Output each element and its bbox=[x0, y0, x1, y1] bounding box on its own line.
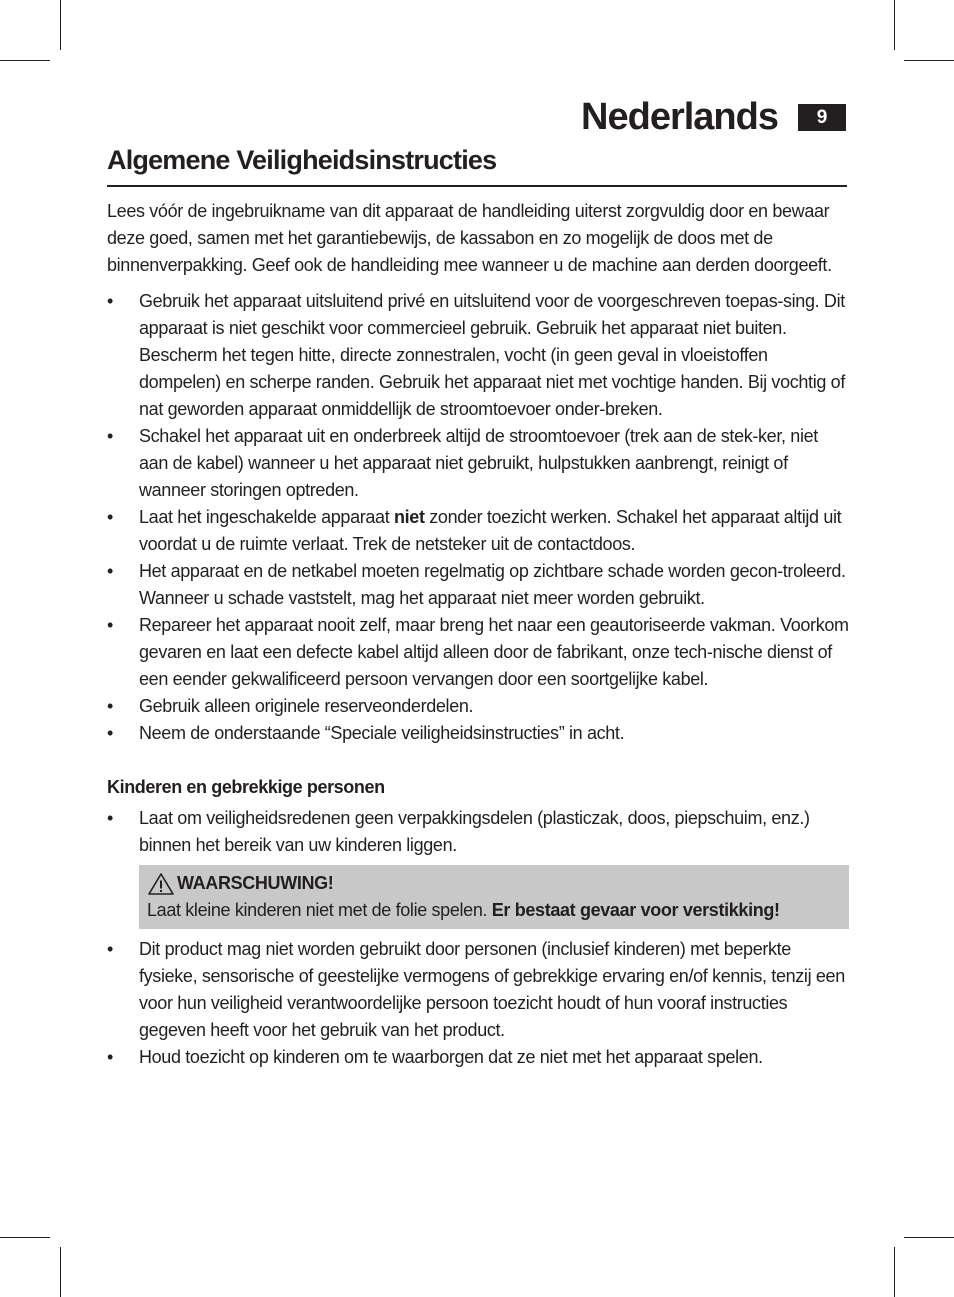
list-item bbox=[107, 504, 849, 558]
list-item-text: Gebruik het apparaat uitsluitend privé en uitsluitend voor de voorgeschreven toepas-sing. Dit apparaat is niet geschikt voor commercieel gebruik. Gebruik het apparaat niet buiten. Bescherm het tegen hitte, directe zonnestralen, vocht (in geen geval in vloeistoffen dompelen) en scherpe randen. Gebruik het apparaat niet met vochtige handen. Bij vochtig of nat geworden apparaat onmiddellijk de stroomtoevoer onder-breken. bbox=[139, 291, 845, 419]
crop-mark bbox=[0, 60, 50, 61]
language-title: Nederlands bbox=[581, 96, 778, 138]
list-item bbox=[107, 805, 849, 859]
crop-mark bbox=[904, 60, 954, 61]
list-item bbox=[107, 936, 849, 1044]
safety-instructions-list bbox=[107, 288, 849, 747]
list-item-text: Schakel het apparaat uit en onderbreek altijd de stroomtoevoer (trek aan de stek-ker, niet aan de kabel) wanneer u het apparaat niet gebruikt, hulpstukken aanbrengt, reinigt of wanneer storingen optreden. bbox=[139, 426, 818, 500]
section-title: Algemene Veiligheidsinstructies bbox=[107, 145, 497, 175]
list-item-text: Dit product mag niet worden gebruikt door personen (inclusief kinderen) met beperkte fysieke, sensorische of geestelijke vermogens of gebrekkige ervaring en/of kennis, tenzij een voor hun veiligheid verantwoordelijke persoon toezicht houdt of hun vooraf instructies gegeven heeft voor het gebruik van het product. bbox=[139, 939, 845, 1040]
list-item bbox=[107, 423, 849, 504]
bullet: • bbox=[107, 426, 113, 446]
list-item bbox=[107, 720, 849, 747]
list-item-text: Laat het ingeschakelde apparaat bbox=[139, 507, 395, 527]
list-item-text: Het apparaat en de netkabel moeten regelmatig op zichtbare schade worden gecon-troleerd. Wanneer u schade vaststelt, mag het apparaat niet meer worden gebruikt. bbox=[139, 561, 846, 608]
list-item-text: Gebruik alleen originele reserveonderdelen. bbox=[139, 696, 474, 716]
crop-mark bbox=[894, 1247, 895, 1297]
bullet: • bbox=[107, 939, 113, 959]
main-content bbox=[107, 198, 849, 1071]
children-list-continued bbox=[107, 936, 849, 1071]
list-item-text: Neem de onderstaande “Speciale veiligheidsinstructies” in acht. bbox=[139, 723, 625, 743]
warning-triangle-icon bbox=[147, 872, 175, 896]
list-item bbox=[107, 288, 849, 423]
list-item bbox=[107, 693, 849, 720]
warning-emphasis: Er bestaat gevaar voor verstikking! bbox=[491, 900, 780, 920]
warning-text bbox=[147, 897, 839, 924]
intro-paragraph: Lees vóór de ingebruikname van dit apparaat de handleiding uiterst zorgvuldig door en bewaar deze goed, samen met het garantiebewijs, de kassabon en zo mogelijk de doos met de binnenverpakking. Geef ook de handleiding mee wanneer u de machine aan derden doorgeeft. bbox=[107, 201, 832, 275]
list-item-text: Repareer het apparaat nooit zelf, maar breng het naar een geautoriseerde vakman. Voorkom gevaren en laat een defecte kabel altijd alleen door de fabrikant, onze tech-nische dienst of een eender gekwalificeerd persoon vervangen door een soortgelijke kabel. bbox=[139, 615, 849, 689]
warning-title bbox=[147, 870, 839, 897]
warning-title-text: WAARSCHUWING! bbox=[177, 873, 334, 893]
bullet: • bbox=[107, 1047, 113, 1067]
bullet: • bbox=[107, 561, 113, 581]
list-item bbox=[107, 612, 849, 693]
list-item-text: Laat om veiligheidsredenen geen verpakkingsdelen (plasticzak, doos, piepschuim, enz.) binnen het bereik van uw kinderen liggen. bbox=[139, 808, 810, 855]
crop-mark bbox=[894, 0, 895, 50]
list-item bbox=[107, 558, 849, 612]
warning-body: Laat kleine kinderen niet met de folie spelen. bbox=[147, 900, 492, 920]
list-item-text: Houd toezicht op kinderen om te waarborgen dat ze niet met het apparaat spelen. bbox=[139, 1047, 763, 1067]
warning-box bbox=[139, 865, 849, 929]
emphasis-text: niet bbox=[394, 507, 425, 527]
list-item-text: zonder toezicht werken. Schakel het apparaat altijd uit voordat u de ruimte verlaat. Trek de netsteker uit de contactdoos. bbox=[139, 507, 842, 554]
crop-mark bbox=[60, 1247, 61, 1297]
children-list bbox=[107, 805, 849, 859]
page-header bbox=[581, 96, 846, 139]
crop-mark bbox=[0, 1237, 50, 1238]
bullet: • bbox=[107, 808, 113, 828]
page-number: 9 bbox=[798, 104, 846, 131]
bullet: • bbox=[107, 291, 113, 311]
children-heading: Kinderen en gebrekkige personen bbox=[107, 777, 385, 797]
bullet: • bbox=[107, 507, 113, 527]
bullet: • bbox=[107, 723, 113, 743]
crop-mark bbox=[60, 0, 61, 50]
bullet: • bbox=[107, 615, 113, 635]
crop-mark bbox=[904, 1237, 954, 1238]
bullet: • bbox=[107, 696, 113, 716]
list-item bbox=[107, 1044, 849, 1071]
section-divider bbox=[107, 185, 847, 187]
